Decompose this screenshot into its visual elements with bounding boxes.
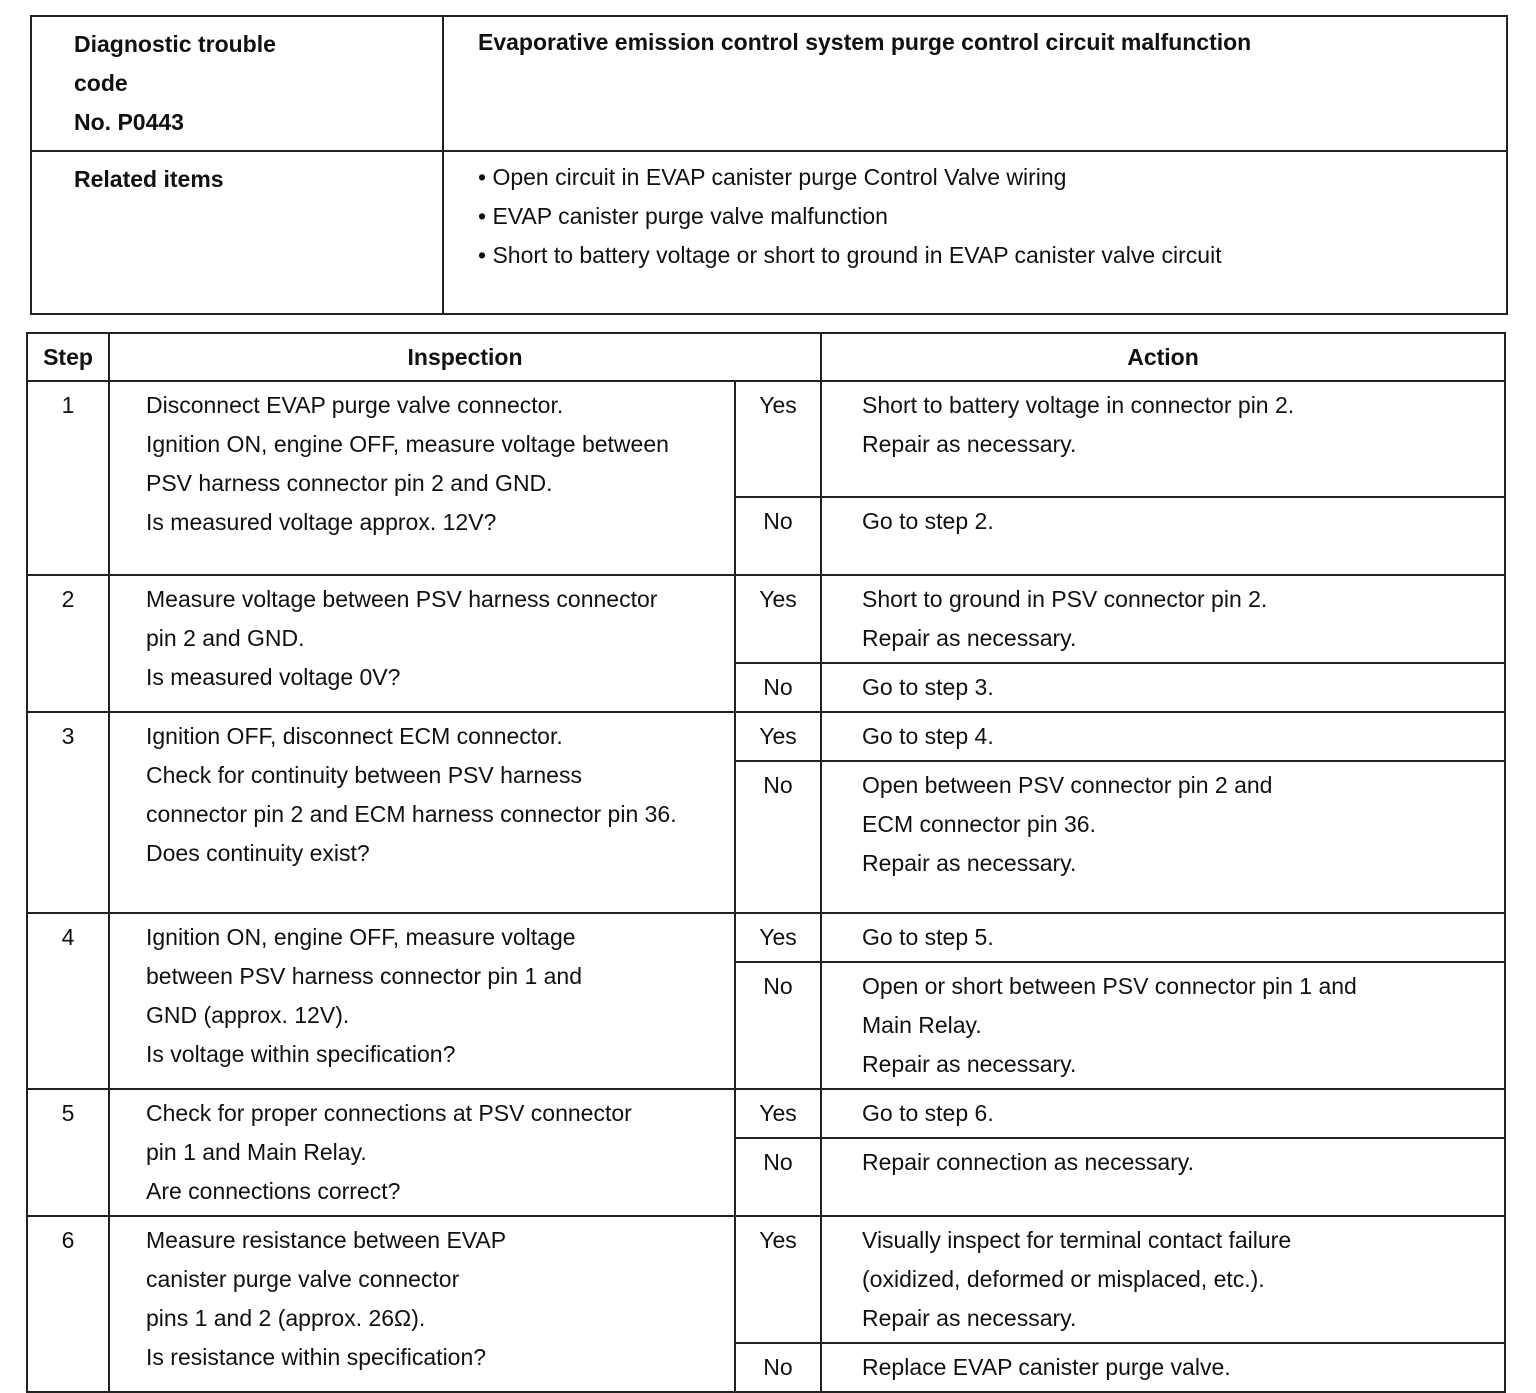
inspection-line: GND (approx. 12V). — [146, 1002, 350, 1028]
related-items-row — [31, 151, 1507, 314]
related-items-label — [31, 151, 443, 314]
inspection-line: connector pin 2 and ECM harness connector pin 36. — [146, 801, 677, 827]
step-inspection — [109, 1089, 735, 1216]
action-line: Repair connection as necessary. — [862, 1149, 1194, 1175]
action-line: Go to step 6. — [862, 1100, 994, 1126]
no-label: No — [735, 497, 821, 575]
related-items-cell — [443, 151, 1507, 314]
dtc-title-cell — [443, 16, 1507, 151]
dtc-code-label-line: Diagnostic trouble — [74, 31, 276, 57]
action-line: Open between PSV connector pin 2 and — [862, 772, 1273, 798]
action-line: Repair as necessary. — [862, 431, 1077, 457]
no-action — [821, 1138, 1505, 1216]
action-line: Go to step 3. — [862, 674, 994, 700]
action-line: Open or short between PSV connector pin 1 and — [862, 973, 1357, 999]
step-row — [27, 1089, 1505, 1138]
no-action — [821, 1343, 1505, 1392]
action-line: Go to step 5. — [862, 924, 994, 950]
action-line: Repair as necessary. — [862, 1051, 1077, 1077]
no-action — [821, 663, 1505, 712]
header-action: Action — [821, 333, 1505, 381]
dtc-info-table — [30, 15, 1508, 315]
inspection-line: Is measured voltage 0V? — [146, 664, 401, 690]
step-inspection — [109, 381, 735, 575]
yes-label: Yes — [735, 381, 821, 497]
inspection-line: Are connections correct? — [146, 1178, 401, 1204]
yes-action — [821, 575, 1505, 663]
action-line: Go to step 4. — [862, 723, 994, 749]
step-row — [27, 712, 1505, 761]
no-action — [821, 497, 1505, 575]
yes-label: Yes — [735, 1089, 821, 1138]
step-number: 6 — [27, 1216, 109, 1392]
inspection-line: Check for continuity between PSV harness — [146, 762, 582, 788]
no-action — [821, 761, 1505, 913]
action-line: Short to battery voltage in connector pin 2. — [862, 392, 1295, 418]
action-line: Go to step 2. — [862, 508, 994, 534]
no-label: No — [735, 663, 821, 712]
action-line: Repair as necessary. — [862, 850, 1077, 876]
step-number: 2 — [27, 575, 109, 712]
inspection-line: Ignition OFF, disconnect ECM connector. — [146, 723, 563, 749]
action-line: Main Relay. — [862, 1012, 982, 1038]
related-items-list — [478, 158, 1506, 275]
inspection-line: Measure voltage between PSV harness connector — [146, 586, 658, 612]
steps-header-row — [27, 333, 1505, 381]
inspection-line: pin 2 and GND. — [146, 625, 305, 651]
dtc-code-label — [31, 16, 443, 151]
step-row — [27, 913, 1505, 962]
dtc-title: Evaporative emission control system purge control circuit malfunction — [478, 29, 1252, 55]
inspection-line: Does continuity exist? — [146, 840, 370, 866]
related-item: • Open circuit in EVAP canister purge Control Valve wiring — [478, 158, 1506, 197]
step-inspection — [109, 1216, 735, 1392]
action-line: Replace EVAP canister purge valve. — [862, 1354, 1231, 1380]
step-number: 1 — [27, 381, 109, 575]
step-row — [27, 381, 1505, 497]
yes-label: Yes — [735, 913, 821, 962]
inspection-line: Is voltage within specification? — [146, 1041, 456, 1067]
dtc-code-label-line: No. P0443 — [74, 109, 184, 135]
action-line: (oxidized, deformed or misplaced, etc.). — [862, 1266, 1265, 1292]
action-line: ECM connector pin 36. — [862, 811, 1096, 837]
steps-body — [27, 381, 1505, 1392]
header-step: Step — [27, 333, 109, 381]
inspection-line: Ignition ON, engine OFF, measure voltage — [146, 924, 576, 950]
dtc-code-row — [31, 16, 1507, 151]
yes-action — [821, 1089, 1505, 1138]
step-number: 5 — [27, 1089, 109, 1216]
yes-action — [821, 1216, 1505, 1343]
yes-action — [821, 712, 1505, 761]
no-label: No — [735, 1138, 821, 1216]
no-label: No — [735, 962, 821, 1089]
yes-label: Yes — [735, 1216, 821, 1343]
inspection-line: between PSV harness connector pin 1 and — [146, 963, 583, 989]
inspection-line: canister purge valve connector — [146, 1266, 460, 1292]
inspection-line: Disconnect EVAP purge valve connector. — [146, 392, 564, 418]
inspection-line: Measure resistance between EVAP — [146, 1227, 507, 1253]
no-action — [821, 962, 1505, 1089]
action-line: Repair as necessary. — [862, 1305, 1077, 1331]
no-label: No — [735, 1343, 821, 1392]
step-row — [27, 575, 1505, 663]
dtc-code-label-line: code — [74, 70, 128, 96]
action-line: Repair as necessary. — [862, 625, 1077, 651]
inspection-line: PSV harness connector pin 2 and GND. — [146, 470, 553, 496]
yes-action — [821, 381, 1505, 497]
inspection-line: Is resistance within specification? — [146, 1344, 487, 1370]
related-item: • EVAP canister purge valve malfunction — [478, 197, 1506, 236]
step-number: 3 — [27, 712, 109, 913]
step-inspection — [109, 712, 735, 913]
step-inspection — [109, 575, 735, 712]
yes-label: Yes — [735, 575, 821, 663]
inspection-line: Is measured voltage approx. 12V? — [146, 509, 497, 535]
related-item: • Short to battery voltage or short to ground in EVAP canister valve circuit — [478, 236, 1506, 275]
yes-label: Yes — [735, 712, 821, 761]
diagnostic-steps-table — [26, 332, 1506, 1393]
step-number: 4 — [27, 913, 109, 1089]
no-label: No — [735, 761, 821, 913]
related-items-label-text: Related items — [74, 166, 224, 192]
header-inspection: Inspection — [109, 333, 821, 381]
yes-action — [821, 913, 1505, 962]
inspection-line: pin 1 and Main Relay. — [146, 1139, 367, 1165]
step-row — [27, 1216, 1505, 1343]
step-inspection — [109, 913, 735, 1089]
inspection-line: Check for proper connections at PSV connector — [146, 1100, 632, 1126]
action-line: Short to ground in PSV connector pin 2. — [862, 586, 1268, 612]
inspection-line: pins 1 and 2 (approx. 26Ω). — [146, 1305, 426, 1331]
action-line: Visually inspect for terminal contact failure — [862, 1227, 1292, 1253]
inspection-line: Ignition ON, engine OFF, measure voltage between — [146, 431, 669, 457]
